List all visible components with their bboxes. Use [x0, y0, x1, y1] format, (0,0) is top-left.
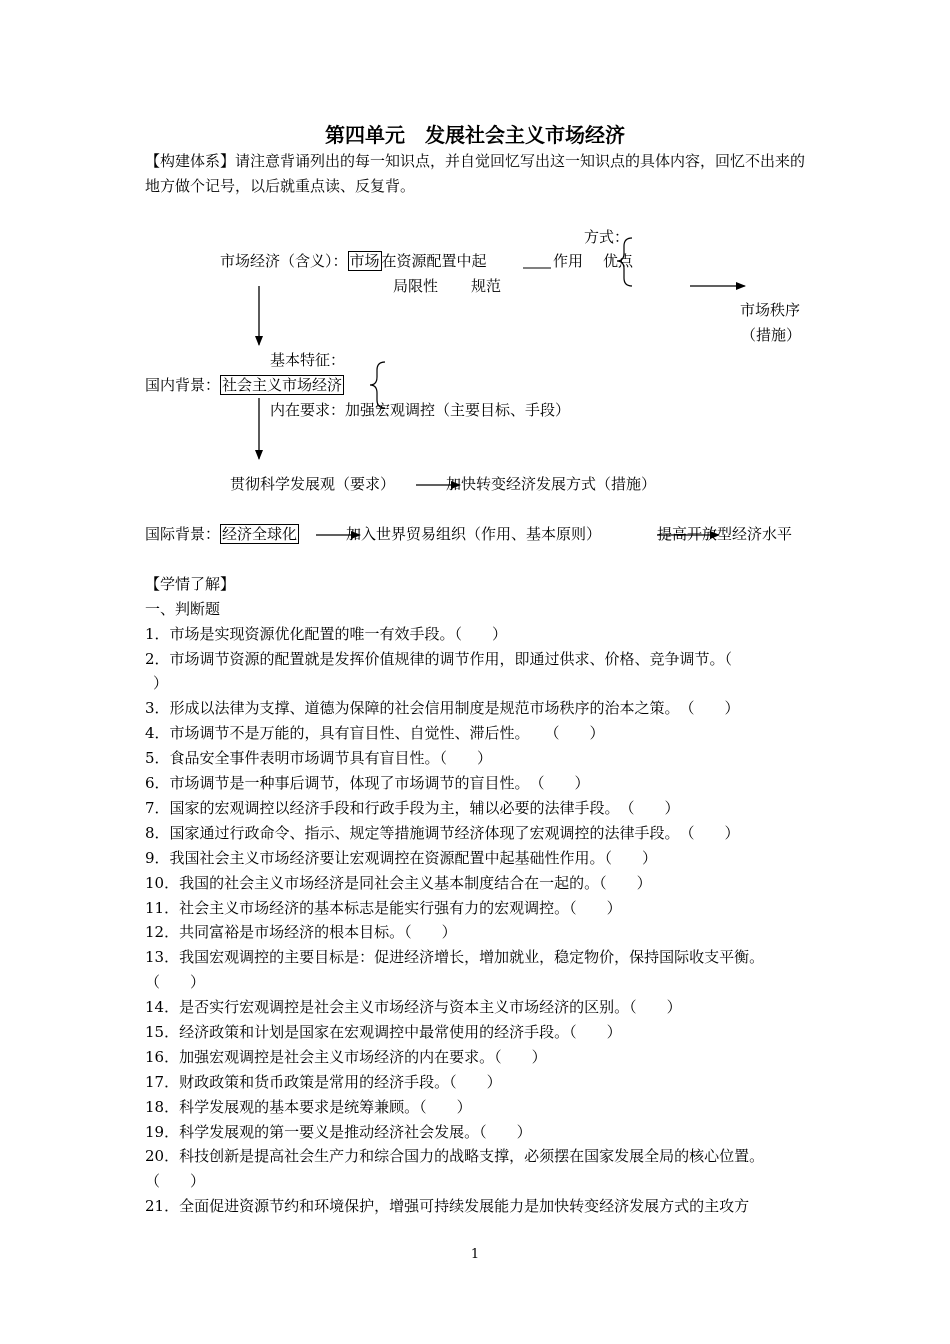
diagram-domestic-line — [145, 378, 344, 393]
diagram-zuoyong: 作用 — [553, 252, 584, 270]
question-item: 6．市场调节是一种事后调节，体现了市场调节的盲目性。 （ ） — [145, 774, 590, 792]
question-continuation: ） — [153, 674, 169, 692]
section-subheading: 一、判断题 — [145, 600, 221, 618]
diagram-domestic-box: 社会主义市场经济 — [222, 376, 343, 394]
question-item: 12．共同富裕是市场经济的根本目标。（ ） — [145, 923, 457, 941]
diagram-intl-label: 国际背景： — [145, 525, 221, 543]
question-item: 17．财政政策和货币政策是常用的经济手段。（ ） — [145, 1073, 502, 1091]
section-heading: 【学情了解】 — [145, 575, 236, 593]
question-item: 8．国家通过行政命令、指示、规定等措施调节经济体现了宏观调控的法律手段。 （ ） — [145, 824, 740, 842]
diagram-open-economy: 提高开放型经济水平 — [657, 525, 793, 543]
question-item: 2．市场调节资源的配置就是发挥价值规律的调节作用，即通过供求、价格、竞争调节。（ — [145, 650, 733, 668]
diagram-market-prefix: 市场经济（含义）： — [220, 252, 348, 270]
diagram-market-order: 市场秩序 — [740, 301, 801, 319]
diagram-sci-dev: 贯彻科学发展观（要求） — [230, 475, 396, 493]
diagram-intl-line — [145, 527, 299, 542]
question-item: 20．科技创新是提高社会生产力和综合国力的战略支撑，必须摆在国家发展全局的核心位置。 — [145, 1147, 765, 1165]
intro-paragraph — [145, 149, 810, 199]
question-item: 15．经济政策和计划是国家在宏观调控中最常使用的经济手段。（ ） — [145, 1023, 622, 1041]
question-item: 16．加强宏观调控是社会主义市场经济的内在要求。（ ） — [145, 1048, 547, 1066]
diagram-fangshi: 方式： — [584, 228, 630, 246]
question-item: 9．我国社会主义市场经济要让宏观调控在资源配置中起基础性作用。（ ） — [145, 849, 658, 867]
question-item: 13．我国宏观调控的主要目标是：促进经济增长，增加就业，稳定物价，保持国际收支平衡。 — [145, 948, 765, 966]
question-item: 18．科学发展观的基本要求是统筹兼顾。（ ） — [145, 1098, 472, 1116]
question-item: 1．市场是实现资源优化配置的唯一有效手段。（ ） — [145, 625, 508, 643]
page-title: 第四单元 发展社会主义市场经济 — [325, 123, 625, 147]
question-item: 10．我国的社会主义市场经济是同社会主义基本制度结合在一起的。（ ） — [145, 874, 652, 892]
question-item: 19．科学发展观的第一要义是推动经济社会发展。（ ） — [145, 1123, 532, 1141]
diagram-basic-features: 基本特征： — [270, 351, 346, 369]
diagram-youdian: 优点 — [603, 252, 634, 270]
question-item: 14．是否实行宏观调控是社会主义市场经济与资本主义市场经济的区别。（ ） — [145, 998, 682, 1016]
question-item: 7．国家的宏观调控以经济手段和行政手段为主，辅以必要的法律手段。 （ ） — [145, 799, 680, 817]
question-continuation: （ ） — [145, 973, 206, 991]
diagram-cuoshi: （措施） — [741, 326, 802, 344]
diagram-market-suffix: 在资源配置中起 — [381, 252, 487, 270]
diagram-market-line — [220, 254, 487, 269]
diagram-market-box: 市场 — [349, 252, 380, 270]
question-item: 4．市场调节不是万能的，具有盲目性、自觉性、滞后性。 （ ） — [145, 724, 605, 742]
diagram-juxianxing: 局限性 — [393, 277, 439, 295]
question-item: 5．食品安全事件表明市场调节具有盲目性。（ ） — [145, 749, 493, 767]
question-item: 3．形成以法律为支撑、道德为保障的社会信用制度是规范市场秩序的治本之策。 （ ） — [145, 699, 740, 717]
diagram-wto: 加入世界贸易组织（作用、基本原则） — [346, 525, 602, 543]
question-continuation: （ ） — [145, 1172, 206, 1190]
diagram-domestic-label: 国内背景： — [145, 376, 221, 394]
intro-text: 请注意背诵列出的每一知识点，并自觉回忆写出这一知识点的具体内容，回忆不出来的地方做个记号，以后就重点读、反复背。 — [145, 152, 806, 195]
question-item: 11．社会主义市场经济的基本标志是能实行强有力的宏观调控。（ ） — [145, 899, 622, 917]
diagram-transform: 加快转变经济发展方式（措施） — [446, 475, 657, 493]
intro-label: 【构建体系】 — [145, 152, 236, 170]
page-number: 1 — [470, 1247, 480, 1262]
diagram-inner-requirement: 内在要求：加强宏观调控（主要目标、手段） — [270, 401, 571, 419]
diagram-guifan: 规范 — [471, 277, 502, 295]
diagram-intl-box: 经济全球化 — [222, 525, 298, 543]
question-item: 21．全面促进资源节约和环境保护，增强可持续发展能力是加快转变经济发展方式的主攻方 — [145, 1197, 750, 1215]
